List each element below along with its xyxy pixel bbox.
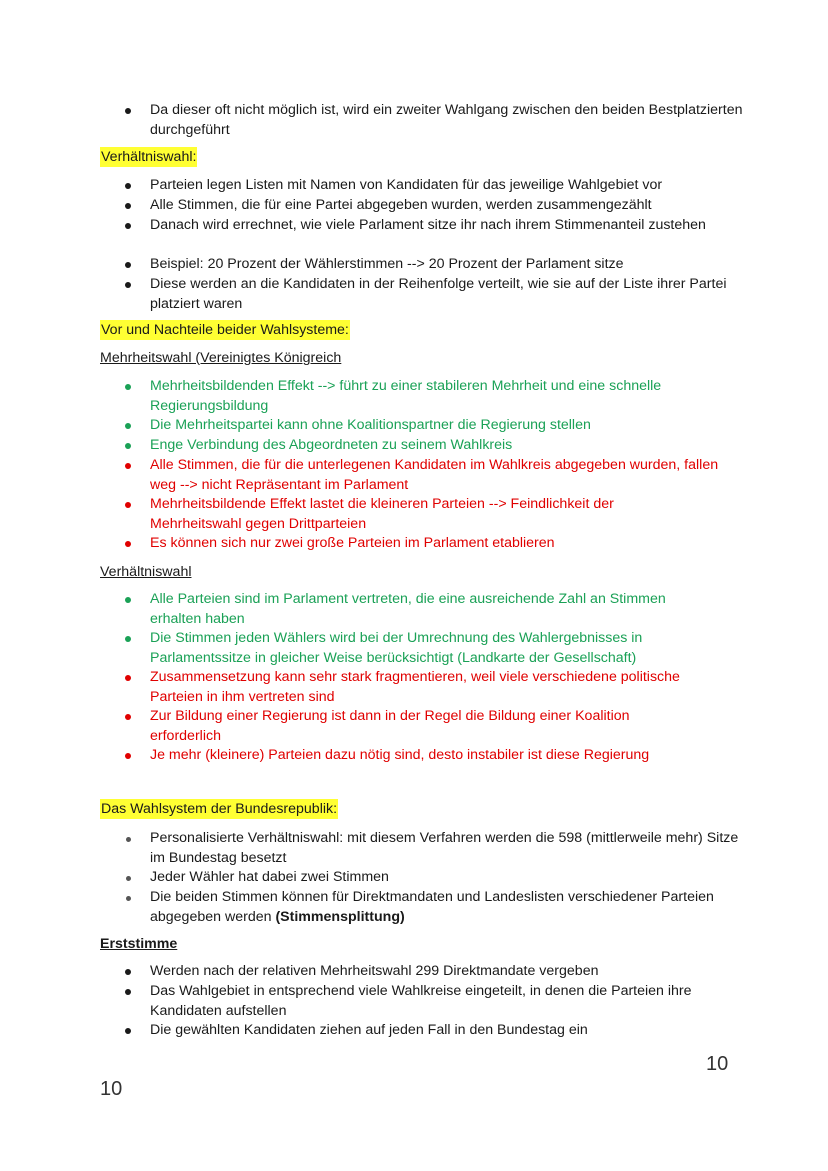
- list-item: Parteien legen Listen mit Namen von Kandidaten für das jeweilige Wahlgebiet vor: [150, 176, 750, 196]
- subheading-mehrheitswahl: Mehrheitswahl (Vereinigtes Königreich: [100, 350, 342, 366]
- con-item: Es können sich nur zwei große Parteien im Parlament etablieren: [150, 534, 750, 554]
- heading-erststimme: Erststimme: [100, 936, 178, 952]
- list-item: Diese werden an die Kandidaten in der Reihenfolge verteilt, wie sie auf der Liste ihrer Partei platziert waren: [150, 275, 740, 314]
- stimmensplittung-bold: (Stimmensplittung): [275, 908, 405, 925]
- pro-item: Die Mehrheitspartei kann ohne Koalitionspartner die Regierung stellen: [150, 416, 750, 436]
- con-item: Zusammensetzung kann sehr stark fragmentieren, weil viele verschiedene politische Parteien in ihm vertreten sind: [150, 668, 735, 707]
- list-item-text: Die beiden Stimmen können für Direktmandaten und Landeslisten verschiedener Parteien abgegeben werden: [150, 889, 714, 925]
- pro-item: Alle Parteien sind im Parlament vertreten, die eine ausreichende Zahl an Stimmen erhalten haben: [150, 590, 720, 629]
- heading-bundesrepublik: Das Wahlsystem der Bundesrepublik:: [101, 801, 338, 817]
- pro-item: Mehrheitsbildenden Effekt --> führt zu einer stabileren Mehrheit und eine schnelle Regierungsbildung: [150, 377, 715, 416]
- pro-item: Enge Verbindung des Abgeordneten zu seinem Wahlkreis: [150, 436, 750, 456]
- con-item: Alle Stimmen, die für die unterlegenen Kandidaten im Wahlkreis abgegeben wurden, fallen weg --> nicht Repräsentant im Parlament: [150, 456, 735, 495]
- list-item: Jeder Wähler hat dabei zwei Stimmen: [150, 868, 750, 888]
- intro-bullet: Da dieser oft nicht möglich ist, wird ein zweiter Wahlgang zwischen den beiden Bestplatzierten durchgeführt: [150, 101, 750, 140]
- list-item: Personalisierte Verhältniswahl: mit diesem Verfahren werden die 598 (mittlerweile mehr) Sitze im Bundestag besetzt: [150, 829, 740, 868]
- con-item: Mehrheitsbildende Effekt lastet die kleineren Parteien --> Feindlichkeit der Mehrheitswahl gegen Drittparteien: [150, 495, 690, 534]
- list-item: Das Wahlgebiet in entsprechend viele Wahlkreise eingeteilt, in denen die Parteien ihre Kandidaten aufstellen: [150, 982, 720, 1021]
- subheading-verhaeltniswahl: Verhältniswahl: [100, 564, 192, 580]
- list-item: Werden nach der relativen Mehrheitswahl 299 Direktmandate vergeben: [150, 962, 750, 982]
- list-item: Alle Stimmen, die für eine Partei abgegeben wurden, werden zusammengezählt: [150, 196, 750, 216]
- pro-item: Die Stimmen jeden Wählers wird bei der Umrechnung des Wahlergebnisses in Parlamentssitze in gleicher Weise berücksichtigt (Landkarte der Gesellschaft): [150, 629, 695, 668]
- page-number-right: 10: [706, 1053, 729, 1075]
- list-item: [150, 888, 740, 927]
- con-item: Zur Bildung einer Regierung ist dann in der Regel die Bildung einer Koalition erforderlich: [150, 707, 680, 746]
- con-item: Je mehr (kleinere) Parteien dazu nötig sind, desto instabiler ist diese Regierung: [150, 746, 750, 766]
- list-item: Danach wird errechnet, wie viele Parlament sitze ihr nach ihrem Stimmenanteil zustehen: [150, 216, 710, 236]
- list-item: Beispiel: 20 Prozent der Wählerstimmen --> 20 Prozent der Parlament sitze: [150, 255, 750, 275]
- heading-vor-nachteile: Vor und Nachteile beider Wahlsysteme:: [101, 322, 349, 338]
- list-item: Die gewählten Kandidaten ziehen auf jeden Fall in den Bundestag ein: [150, 1021, 750, 1041]
- heading-verhaeltniswahl: Verhältniswahl:: [101, 149, 197, 165]
- page-number-left: 10: [100, 1078, 123, 1100]
